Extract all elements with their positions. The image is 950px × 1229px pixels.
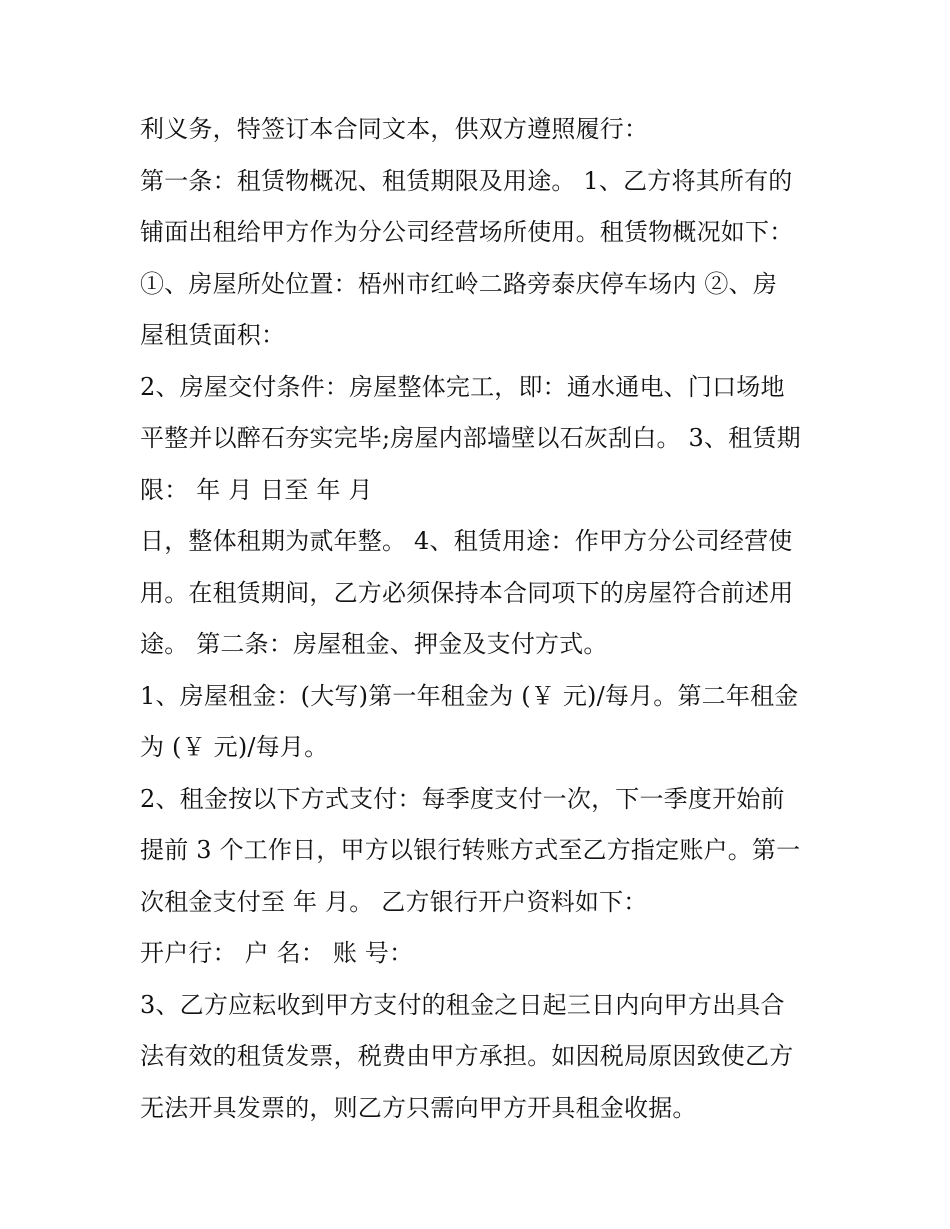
text-line: 第一条：租赁物概况、租赁期限及用途。 1、乙方将其所有的 xyxy=(140,166,793,195)
text-line: 屋租赁面积： xyxy=(140,321,286,349)
text-line: 无法开具发票的，则乙方只需向甲方开具租金收据。 xyxy=(140,1093,697,1122)
text-line: 3、乙方应耘收到甲方支付的租金之日起三日内向甲方出具合 xyxy=(140,990,785,1019)
text-line: 法有效的租赁发票，税费由甲方承担。如因税局原因致使乙方 xyxy=(140,1042,794,1070)
text-line: 平整并以醉石夯实完毕;房屋内部墙壁以石灰刮白。 3、租赁期 xyxy=(140,424,801,452)
text-line: 开户行： 户 名： 账 号： xyxy=(140,939,414,967)
text-line: 1、房屋租金：(大写)第一年租金为 (￥ 元)/每月。第二年租金 xyxy=(140,681,799,710)
text-line: 2、租金按以下方式支付：每季度支付一次，下一季度开始前 xyxy=(140,784,785,813)
document-body xyxy=(140,104,830,1134)
text-line: 2、房屋交付条件：房屋整体完工，即：通水通电、门口场地 xyxy=(140,372,785,401)
text-line: 提前 3 个工作日，甲方以银行转账方式至乙方指定账户。第一 xyxy=(140,836,801,864)
text-line: 限： 年 月 日至 年 月 xyxy=(140,475,373,504)
text-line: 日，整体租期为贰年整。 4、租赁用途：作甲方分公司经营使 xyxy=(140,527,793,555)
text-line: 途。 第二条：房屋租金、押金及支付方式。 xyxy=(140,630,608,658)
text-line: 利义务，特签订本合同文本，供双方遵照履行： xyxy=(140,115,649,143)
text-line: 铺面出租给甲方作为分公司经营场所使用。租赁物概况如下： xyxy=(140,218,794,246)
text-line: ①、房屋所处位置：梧州市红岭二路旁泰庆停车场内 ②、房 xyxy=(140,269,778,298)
text-line: 次租金支付至 年 月。 乙方银行开户资料如下： xyxy=(140,887,648,916)
text-line: 用。在租赁期间，乙方必须保持本合同项下的房屋符合前述用 xyxy=(140,578,794,607)
text-line: 为 (￥ 元)/每月。 xyxy=(140,733,329,761)
